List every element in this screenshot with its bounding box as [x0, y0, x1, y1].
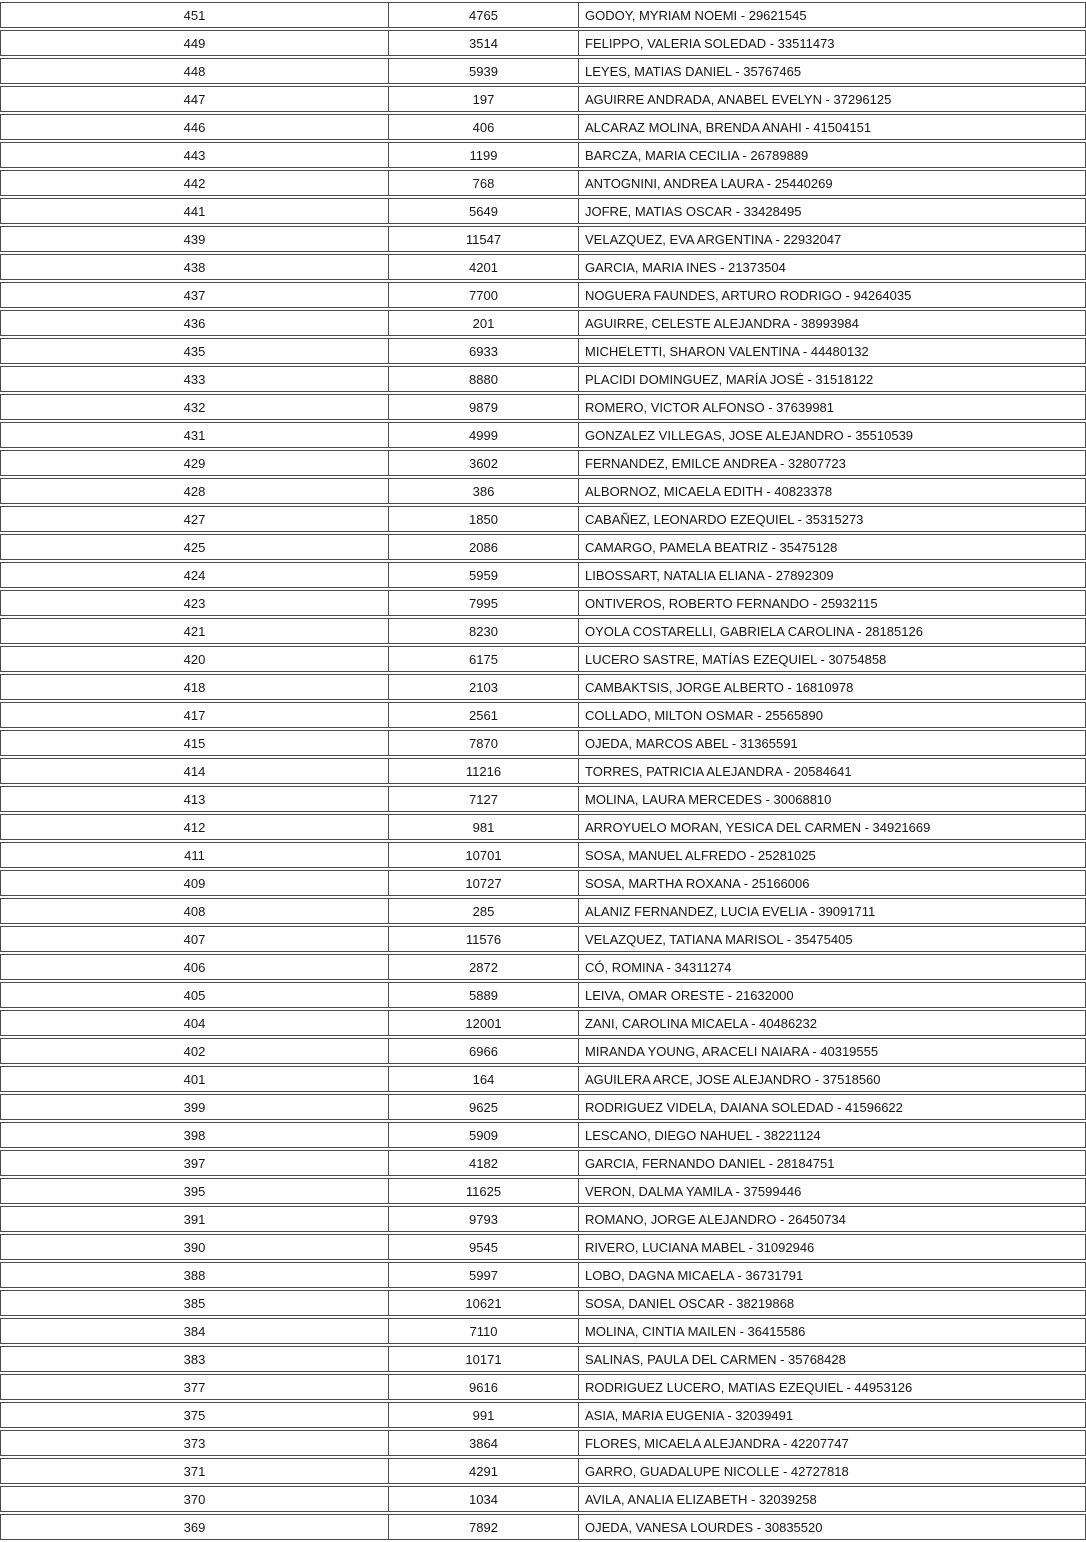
row-person-cell: LEYES, MATIAS DANIEL - 35767465 [585, 63, 802, 79]
row-code-cell: 11625 [389, 1179, 579, 1203]
row-code-cell: 5889 [389, 983, 579, 1007]
row-person-cell: ALBORNOZ, MICAELA EDITH - 40823378 [585, 483, 833, 499]
row-number-cell: 424 [1, 563, 389, 587]
table-row [0, 478, 1086, 504]
row-code-cell: 9625 [389, 1095, 579, 1119]
row-number-cell: 404 [1, 1011, 389, 1035]
row-number-cell: 435 [1, 339, 389, 363]
table-row [0, 170, 1086, 196]
row-code-cell: 7892 [389, 1515, 579, 1539]
row-number-cell: 390 [1, 1235, 389, 1259]
row-code-cell: 11216 [389, 759, 579, 783]
table-row [0, 142, 1086, 168]
row-person-cell: TORRES, PATRICIA ALEJANDRA - 20584641 [585, 763, 852, 779]
row-code-cell: 8880 [389, 367, 579, 391]
row-number-cell: 449 [1, 31, 389, 55]
row-person-cell: CAMBAKTSIS, JORGE ALBERTO - 16810978 [585, 679, 854, 695]
table-row [0, 842, 1086, 868]
row-code-cell: 7870 [389, 731, 579, 755]
row-person-cell: FELIPPO, VALERIA SOLEDAD - 33511473 [585, 35, 835, 51]
table-row [0, 422, 1086, 448]
table-row [0, 814, 1086, 840]
row-code-cell: 10727 [389, 871, 579, 895]
table-row [0, 1066, 1086, 1092]
table-row [0, 254, 1086, 280]
row-code-cell: 7995 [389, 591, 579, 615]
row-code-cell: 7127 [389, 787, 579, 811]
row-code-cell: 10621 [389, 1291, 579, 1315]
row-person-cell: ONTIVEROS, ROBERTO FERNANDO - 25932115 [585, 595, 878, 611]
row-number-cell: 397 [1, 1151, 389, 1175]
row-number-cell: 369 [1, 1515, 389, 1539]
row-code-cell: 201 [389, 311, 579, 335]
table-row [0, 982, 1086, 1008]
table-row [0, 1374, 1086, 1400]
row-person-cell: FERNANDEZ, EMILCE ANDREA - 32807723 [585, 455, 846, 471]
row-number-cell: 384 [1, 1319, 389, 1343]
row-person-cell: JOFRE, MATIAS OSCAR - 33428495 [585, 203, 802, 219]
row-code-cell: 1034 [389, 1487, 579, 1511]
row-person-cell: SALINAS, PAULA DEL CARMEN - 35768428 [585, 1351, 846, 1367]
row-person-cell: BARCZA, MARIA CECILIA - 26789889 [585, 147, 809, 163]
row-code-cell: 10171 [389, 1347, 579, 1371]
row-code-cell: 164 [389, 1067, 579, 1091]
row-person-cell: OJEDA, MARCOS ABEL - 31365591 [585, 735, 798, 751]
table-row [0, 1346, 1086, 1372]
row-number-cell: 441 [1, 199, 389, 223]
row-code-cell: 2103 [389, 675, 579, 699]
row-number-cell: 432 [1, 395, 389, 419]
row-number-cell: 437 [1, 283, 389, 307]
table-row [0, 730, 1086, 756]
row-person-cell: AGUIRRE ANDRADA, ANABEL EVELYN - 37296125 [585, 91, 892, 107]
table-row [0, 506, 1086, 532]
row-code-cell: 2872 [389, 955, 579, 979]
row-number-cell: 411 [1, 843, 389, 867]
row-number-cell: 421 [1, 619, 389, 643]
table-row [0, 1206, 1086, 1232]
row-person-cell: MICHELETTI, SHARON VALENTINA - 44480132 [585, 343, 869, 359]
row-code-cell: 5959 [389, 563, 579, 587]
table-row [0, 1150, 1086, 1176]
row-person-cell: AVILA, ANALIA ELIZABETH - 32039258 [585, 1491, 817, 1507]
row-code-cell: 3514 [389, 31, 579, 55]
row-code-cell: 9545 [389, 1235, 579, 1259]
row-number-cell: 442 [1, 171, 389, 195]
row-person-cell: PLACIDI DOMINGUEZ, MARÍA JOSÉ - 31518122 [585, 371, 874, 387]
table-row [0, 758, 1086, 784]
row-number-cell: 418 [1, 675, 389, 699]
table-row [0, 1290, 1086, 1316]
row-code-cell: 981 [389, 815, 579, 839]
table-row [0, 1486, 1086, 1512]
row-code-cell: 4765 [389, 3, 579, 27]
table-row [0, 310, 1086, 336]
row-person-cell: RODRIGUEZ VIDELA, DAIANA SOLEDAD - 41596622 [585, 1099, 903, 1115]
row-person-cell: LIBOSSART, NATALIA ELIANA - 27892309 [585, 567, 834, 583]
row-code-cell: 406 [389, 115, 579, 139]
table-row [0, 1430, 1086, 1456]
row-code-cell: 285 [389, 899, 579, 923]
table-row [0, 450, 1086, 476]
row-code-cell: 9879 [389, 395, 579, 419]
table-row [0, 674, 1086, 700]
table-row [0, 590, 1086, 616]
row-person-cell: LUCERO SASTRE, MATÍAS EZEQUIEL - 30754858 [585, 651, 887, 667]
row-person-cell: GONZALEZ VILLEGAS, JOSE ALEJANDRO - 35510539 [585, 427, 914, 443]
table-row [0, 198, 1086, 224]
row-number-cell: 383 [1, 1347, 389, 1371]
table-row [0, 58, 1086, 84]
table-row [0, 394, 1086, 420]
table-row [0, 702, 1086, 728]
row-number-cell: 398 [1, 1123, 389, 1147]
table-row [0, 786, 1086, 812]
row-number-cell: 446 [1, 115, 389, 139]
row-person-cell: LOBO, DAGNA MICAELA - 36731791 [585, 1267, 804, 1283]
row-number-cell: 439 [1, 227, 389, 251]
row-person-cell: NOGUERA FAUNDES, ARTURO RODRIGO - 94264035 [585, 287, 912, 303]
table-row [0, 870, 1086, 896]
row-person-cell: GARCIA, MARIA INES - 21373504 [585, 259, 786, 275]
row-person-cell: AGUIRRE, CELESTE ALEJANDRA - 38993984 [585, 315, 859, 331]
table-row [0, 1318, 1086, 1344]
row-person-cell: COLLADO, MILTON OSMAR - 25565890 [585, 707, 823, 723]
row-person-cell: ARROYUELO MORAN, YESICA DEL CARMEN - 34921669 [585, 819, 931, 835]
row-number-cell: 447 [1, 87, 389, 111]
table-row [0, 898, 1086, 924]
row-number-cell: 399 [1, 1095, 389, 1119]
table-row [0, 926, 1086, 952]
row-person-cell: ANTOGNINI, ANDREA LAURA - 25440269 [585, 175, 833, 191]
row-code-cell: 9616 [389, 1375, 579, 1399]
table-row [0, 366, 1086, 392]
row-person-cell: RODRIGUEZ LUCERO, MATIAS EZEQUIEL - 44953126 [585, 1379, 913, 1395]
row-code-cell: 6966 [389, 1039, 579, 1063]
row-number-cell: 438 [1, 255, 389, 279]
row-code-cell: 1199 [389, 143, 579, 167]
table-row [0, 562, 1086, 588]
table-row [0, 1234, 1086, 1260]
row-number-cell: 407 [1, 927, 389, 951]
row-person-cell: FLORES, MICAELA ALEJANDRA - 42207747 [585, 1435, 849, 1451]
row-code-cell: 5909 [389, 1123, 579, 1147]
row-number-cell: 451 [1, 3, 389, 27]
row-person-cell: RIVERO, LUCIANA MABEL - 31092946 [585, 1239, 815, 1255]
row-person-cell: VELAZQUEZ, TATIANA MARISOL - 35475405 [585, 931, 853, 947]
table-row [0, 1262, 1086, 1288]
table-row [0, 1178, 1086, 1204]
row-code-cell: 4999 [389, 423, 579, 447]
row-number-cell: 388 [1, 1263, 389, 1287]
row-number-cell: 428 [1, 479, 389, 503]
row-person-cell: VELAZQUEZ, EVA ARGENTINA - 22932047 [585, 231, 842, 247]
row-number-cell: 406 [1, 955, 389, 979]
row-code-cell: 12001 [389, 1011, 579, 1035]
row-number-cell: 391 [1, 1207, 389, 1231]
row-person-cell: AGUILERA ARCE, JOSE ALEJANDRO - 37518560 [585, 1071, 881, 1087]
row-number-cell: 448 [1, 59, 389, 83]
row-number-cell: 373 [1, 1431, 389, 1455]
row-number-cell: 405 [1, 983, 389, 1007]
table-row [0, 534, 1086, 560]
row-number-cell: 385 [1, 1291, 389, 1315]
row-number-cell: 412 [1, 815, 389, 839]
table-row [0, 338, 1086, 364]
row-code-cell: 7700 [389, 283, 579, 307]
row-person-cell: CABAÑEZ, LEONARDO EZEQUIEL - 35315273 [585, 511, 864, 527]
table-row [0, 954, 1086, 980]
row-number-cell: 415 [1, 731, 389, 755]
row-code-cell: 991 [389, 1403, 579, 1427]
table-row [0, 1514, 1086, 1540]
table-row [0, 282, 1086, 308]
row-person-cell: LEIVA, OMAR ORESTE - 21632000 [585, 987, 794, 1003]
row-number-cell: 443 [1, 143, 389, 167]
row-person-cell: ZANI, CAROLINA MICAELA - 40486232 [585, 1015, 817, 1031]
table-row [0, 226, 1086, 252]
row-person-cell: ROMERO, VICTOR ALFONSO - 37639981 [585, 399, 835, 415]
table-row [0, 1402, 1086, 1428]
row-code-cell: 5649 [389, 199, 579, 223]
row-number-cell: 409 [1, 871, 389, 895]
row-person-cell: ALCARAZ MOLINA, BRENDA ANAHI - 41504151 [585, 119, 872, 135]
row-code-cell: 3602 [389, 451, 579, 475]
row-code-cell: 5997 [389, 1263, 579, 1287]
table-row [0, 1010, 1086, 1036]
table-row [0, 1094, 1086, 1120]
row-code-cell: 768 [389, 171, 579, 195]
row-number-cell: 414 [1, 759, 389, 783]
row-number-cell: 423 [1, 591, 389, 615]
row-code-cell: 2561 [389, 703, 579, 727]
row-code-cell: 7110 [389, 1319, 579, 1343]
row-number-cell: 395 [1, 1179, 389, 1203]
row-person-cell: GARCIA, FERNANDO DANIEL - 28184751 [585, 1155, 835, 1171]
row-person-cell: VERON, DALMA YAMILA - 37599446 [585, 1183, 802, 1199]
row-number-cell: 413 [1, 787, 389, 811]
row-number-cell: 401 [1, 1067, 389, 1091]
row-person-cell: SOSA, DANIEL OSCAR - 38219868 [585, 1295, 795, 1311]
row-person-cell: ASIA, MARIA EUGENIA - 32039491 [585, 1407, 794, 1423]
row-number-cell: 408 [1, 899, 389, 923]
table-row [0, 1122, 1086, 1148]
row-person-cell: SOSA, MANUEL ALFREDO - 25281025 [585, 847, 816, 863]
row-number-cell: 427 [1, 507, 389, 531]
row-number-cell: 375 [1, 1403, 389, 1427]
row-code-cell: 1850 [389, 507, 579, 531]
table-row [0, 114, 1086, 140]
row-code-cell: 4291 [389, 1459, 579, 1483]
table-row [0, 646, 1086, 672]
row-person-cell: GARRO, GUADALUPE NICOLLE - 42727818 [585, 1463, 849, 1479]
row-person-cell: GODOY, MYRIAM NOEMI - 29621545 [585, 7, 807, 23]
row-number-cell: 402 [1, 1039, 389, 1063]
table-row [0, 2, 1086, 28]
row-person-cell: LESCANO, DIEGO NAHUEL - 38221124 [585, 1127, 821, 1143]
row-person-cell: CÓ, ROMINA - 34311274 [585, 959, 732, 975]
row-person-cell: OYOLA COSTARELLI, GABRIELA CAROLINA - 28185126 [585, 623, 923, 639]
row-person-cell: CAMARGO, PAMELA BEATRIZ - 35475128 [585, 539, 838, 555]
row-code-cell: 3864 [389, 1431, 579, 1455]
row-number-cell: 371 [1, 1459, 389, 1483]
row-person-cell: SOSA, MARTHA ROXANA - 25166006 [585, 875, 810, 891]
row-code-cell: 8230 [389, 619, 579, 643]
row-code-cell: 5939 [389, 59, 579, 83]
row-code-cell: 4182 [389, 1151, 579, 1175]
row-code-cell: 386 [389, 479, 579, 503]
row-number-cell: 370 [1, 1487, 389, 1511]
row-person-cell: MOLINA, LAURA MERCEDES - 30068810 [585, 791, 832, 807]
table-row [0, 1038, 1086, 1064]
row-code-cell: 6933 [389, 339, 579, 363]
row-number-cell: 420 [1, 647, 389, 671]
row-person-cell: ALANIZ FERNANDEZ, LUCIA EVELIA - 39091711 [585, 903, 876, 919]
row-person-cell: MOLINA, CINTIA MAILEN - 36415586 [585, 1323, 806, 1339]
row-person-cell: MIRANDA YOUNG, ARACELI NAIARA - 40319555 [585, 1043, 879, 1059]
table-row [0, 30, 1086, 56]
row-number-cell: 429 [1, 451, 389, 475]
row-code-cell: 9793 [389, 1207, 579, 1231]
row-number-cell: 377 [1, 1375, 389, 1399]
row-code-cell: 11547 [389, 227, 579, 251]
row-code-cell: 197 [389, 87, 579, 111]
row-number-cell: 431 [1, 423, 389, 447]
row-number-cell: 417 [1, 703, 389, 727]
row-code-cell: 4201 [389, 255, 579, 279]
table-row [0, 86, 1086, 112]
row-code-cell: 2086 [389, 535, 579, 559]
table-row [0, 618, 1086, 644]
row-code-cell: 6175 [389, 647, 579, 671]
row-number-cell: 433 [1, 367, 389, 391]
table-row [0, 1458, 1086, 1484]
row-code-cell: 11576 [389, 927, 579, 951]
row-code-cell: 10701 [389, 843, 579, 867]
row-number-cell: 425 [1, 535, 389, 559]
row-number-cell: 436 [1, 311, 389, 335]
row-person-cell: OJEDA, VANESA LOURDES - 30835520 [585, 1519, 823, 1535]
row-person-cell: ROMANO, JORGE ALEJANDRO - 26450734 [585, 1211, 846, 1227]
